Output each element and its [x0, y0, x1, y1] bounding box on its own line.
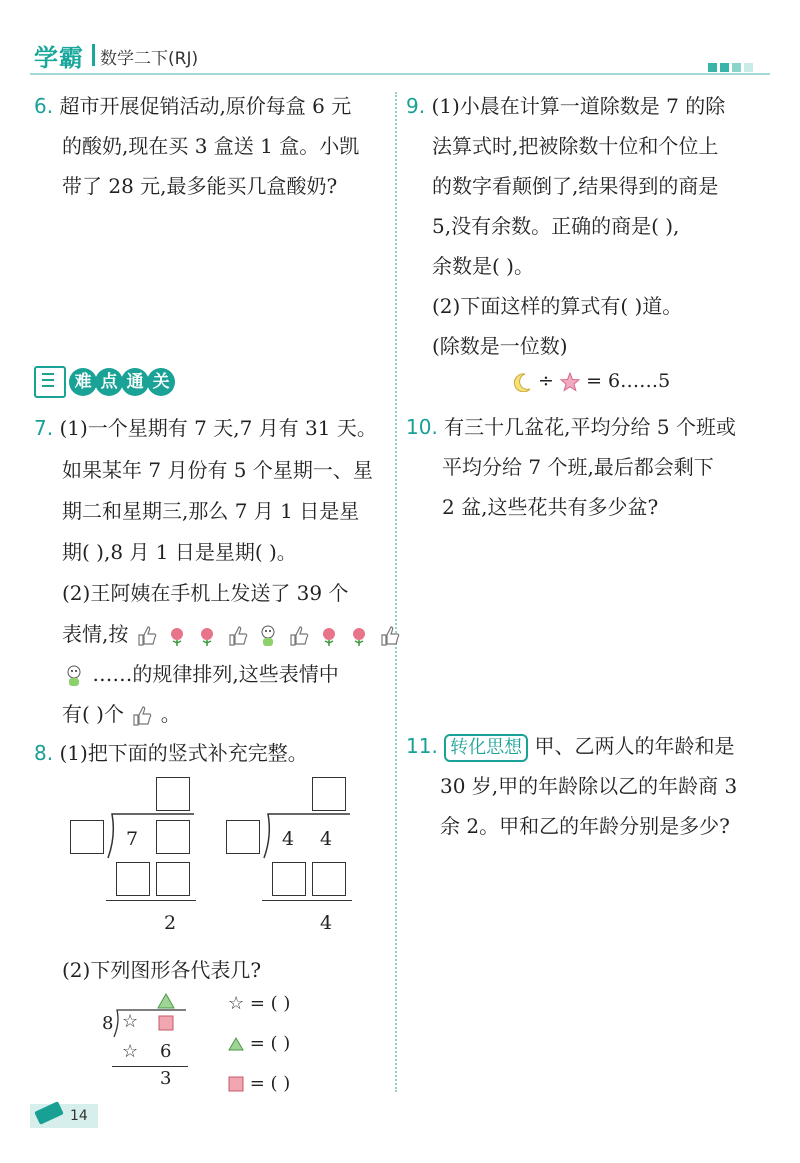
- q6-number: 6.: [34, 94, 54, 118]
- star-icon: [560, 372, 580, 392]
- remainder-digit: 2: [164, 912, 177, 934]
- thumbs-up-icon: [379, 625, 401, 647]
- q9-line-5: 余数是( )。: [432, 254, 534, 278]
- product-digit: 6: [160, 1041, 172, 1062]
- triangle-icon: [228, 1037, 244, 1051]
- triangle-icon: [157, 993, 175, 1009]
- q6-line-1: 6. 超市开展促销活动,原价每盒 6 元: [34, 94, 352, 118]
- subtraction-line: [262, 900, 352, 901]
- q6-line-3: 带了 28 元,最多能买几盒酸奶?: [62, 174, 338, 198]
- q10-line-2: 平均分给 7 个班,最后都会剩下: [442, 455, 714, 479]
- header-rule: [30, 73, 770, 75]
- q10-number: 10.: [406, 415, 438, 439]
- thumbs-up-icon: [288, 625, 310, 647]
- q7-line-8: 有( )个 。: [62, 702, 181, 726]
- q10-line-1: 10. 有三十几盆花,平均分给 5 个班或: [406, 415, 736, 439]
- thumbs-up-icon: [136, 625, 158, 647]
- q11-number: 11.: [406, 734, 438, 758]
- emoji-sequence: [135, 622, 402, 646]
- brand-logo: 学霸: [34, 44, 84, 72]
- dividend-digit: 4: [282, 828, 295, 850]
- page-number: 14: [70, 1108, 88, 1124]
- smiley-figure-icon: [257, 625, 279, 647]
- q7-line-3: 期二和星期三,那么 7 月 1 日是星: [62, 499, 360, 523]
- product-blank[interactable]: [116, 862, 150, 896]
- strategy-tag: 转化思想: [444, 734, 528, 762]
- section-char-1: 难: [69, 368, 97, 396]
- square-answer: = ( ): [228, 1073, 290, 1094]
- section-char-2: 点: [95, 368, 123, 396]
- q9-line-6: (2)下面这样的算式有( )道。: [432, 294, 683, 318]
- dividend-digit: 7: [126, 828, 139, 850]
- q7-line-7: ……的规律排列,这些表情中: [62, 658, 339, 687]
- q7-line-6: 表情,按: [62, 618, 402, 647]
- remainder-digit: 3: [160, 1068, 172, 1089]
- product-blank[interactable]: [156, 862, 190, 896]
- q7-line-2: 如果某年 7 月份有 5 个星期一、星: [62, 458, 373, 482]
- subtraction-line: [106, 900, 196, 901]
- square-icon: [158, 1015, 174, 1031]
- star-answer: ☆ = ( ): [228, 993, 291, 1014]
- divisor-digit: 8: [102, 1013, 114, 1034]
- moon-icon: [512, 372, 532, 392]
- rose-icon: [318, 625, 340, 647]
- q11-line-2: 30 岁,甲的年龄除以乙的年龄商 3: [440, 774, 738, 798]
- q7-line-4: 期( ),8 月 1 日是星期( )。: [62, 540, 297, 564]
- divisor-blank[interactable]: [226, 820, 260, 854]
- q9-line-3: 的数字看颠倒了,结果得到的商是: [432, 174, 719, 198]
- q7-number: 7.: [34, 416, 54, 440]
- thumbs-up-icon: [131, 705, 153, 727]
- q9-formula: ÷ = 6……5: [512, 370, 670, 392]
- star-icon: ☆: [122, 1041, 139, 1062]
- rose-icon: [348, 625, 370, 647]
- q7-line-1: 7. (1)一个星期有 7 天,7 月有 31 天。: [34, 416, 377, 440]
- logo-separator: [92, 44, 95, 66]
- q7-line-5: (2)王阿姨在手机上发送了 39 个: [62, 581, 349, 605]
- star-icon: ☆: [228, 993, 245, 1014]
- q11-line-3: 余 2。甲和乙的年龄分别是多少?: [440, 814, 730, 838]
- square-icon: [228, 1076, 244, 1092]
- q8-line-1: 8. (1)把下面的竖式补充完整。: [34, 741, 308, 765]
- column-divider: [395, 92, 397, 1092]
- dividend-blank[interactable]: [156, 820, 190, 854]
- smiley-figure-icon: [63, 665, 85, 687]
- subtraction-line: [112, 1066, 188, 1067]
- star-icon: ☆: [122, 1011, 139, 1032]
- rose-icon: [166, 625, 188, 647]
- section-char-4: 关: [147, 368, 175, 396]
- q11-line-1: 11. 转化思想 甲、乙两人的年龄和是: [406, 730, 735, 762]
- product-blank[interactable]: [312, 862, 346, 896]
- q8-part2: (2)下列图形各代表几?: [62, 958, 262, 982]
- quotient-blank[interactable]: [156, 777, 190, 811]
- product-blank[interactable]: [272, 862, 306, 896]
- thumbs-up-icon: [227, 625, 249, 647]
- q6-line-2: 的酸奶,现在买 3 盒送 1 盒。小凯: [62, 134, 360, 158]
- remainder-digit: 4: [320, 912, 333, 934]
- dividend-digit: 4: [320, 828, 333, 850]
- quotient-blank[interactable]: [312, 777, 346, 811]
- divide-sign: ÷: [538, 370, 554, 392]
- q8-number: 8.: [34, 741, 54, 765]
- q10-line-3: 2 盆,这些花共有多少盆?: [442, 495, 659, 519]
- triangle-answer: = ( ): [228, 1033, 290, 1054]
- section-char-3: 通: [121, 368, 149, 396]
- divisor-blank[interactable]: [70, 820, 104, 854]
- q9-line-2: 法算式时,把被除数十位和个位上: [432, 134, 719, 158]
- section-header: [34, 366, 175, 398]
- q9-line-1: 9. (1)小晨在计算一道除数是 7 的除: [406, 94, 726, 118]
- q9-line-4: 5,没有余数。正确的商是( ),: [432, 214, 680, 238]
- q9-number: 9.: [406, 94, 426, 118]
- q9-line-7: (除数是一位数): [432, 334, 568, 358]
- notebook-icon: [34, 366, 66, 398]
- rose-icon: [196, 625, 218, 647]
- subject-title: 数学二下(RJ): [100, 49, 199, 69]
- division-bracket: [262, 812, 352, 860]
